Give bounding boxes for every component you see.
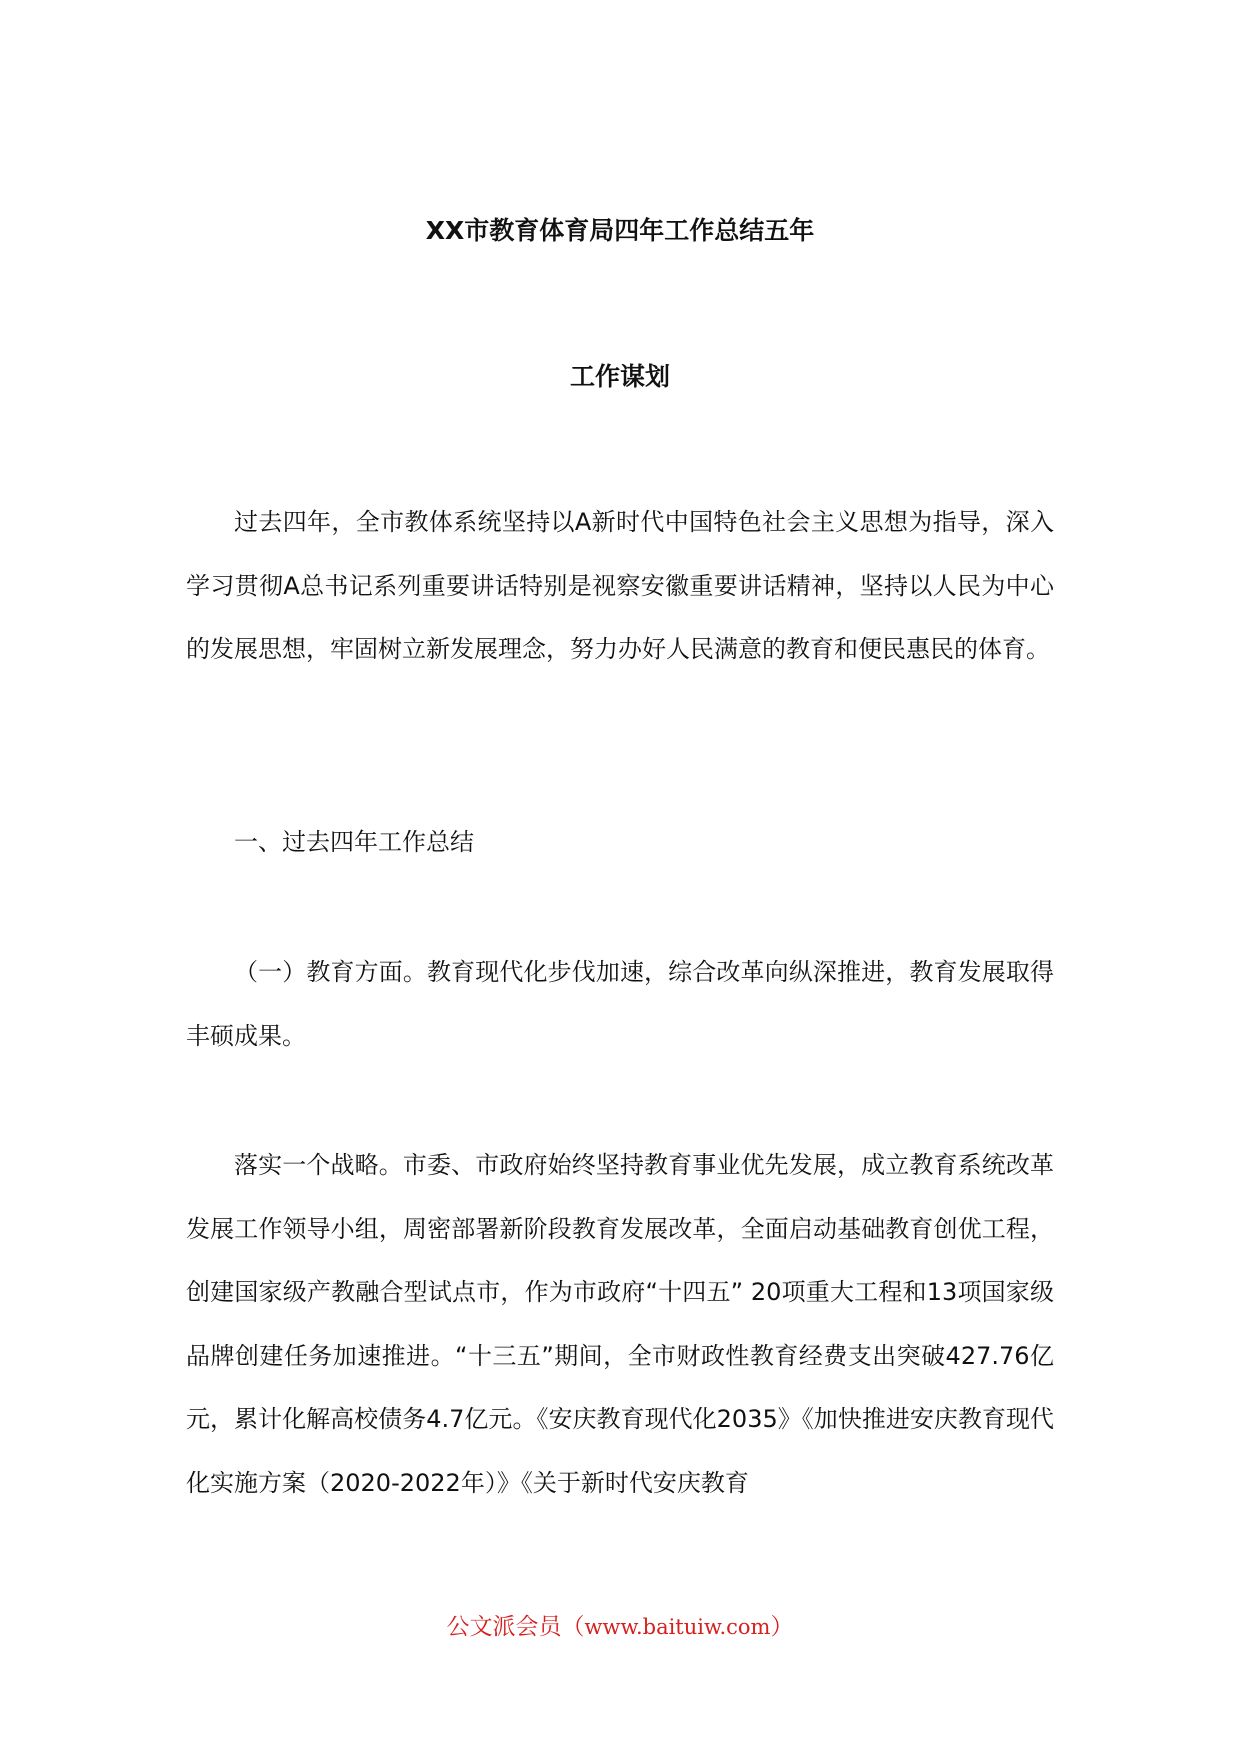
document-title-line-1: XX市教育体育局四年工作总结五年	[425, 216, 815, 245]
footer-watermark	[0, 1612, 1240, 1642]
document-title-line-2: 工作谋划	[569, 362, 670, 391]
intro-paragraph: 过去四年，全市教体系统坚持以A新时代中国特色社会主义思想为指导，深入学习贯彻A总书记系列重要讲话特别是视察安徽重要讲话精神，坚持以人民为中心的发展思想，牢固树立新发展理念，努力办好人民满意的教育和便民惠民的体育。	[186, 508, 1054, 663]
section-heading: 一、过去四年工作总结	[234, 828, 474, 856]
footer-open-paren: （	[561, 1614, 585, 1640]
footer-url-link[interactable]: www.baituiw.com	[584, 1615, 771, 1639]
footer-close-paren: ）	[770, 1614, 794, 1640]
footer-brand: 公文派会员	[446, 1614, 562, 1640]
subsection-paragraph: （一）教育方面。教育现代化步伐加速，综合改革向纵深推进，教育发展取得丰硕成果。	[186, 958, 1054, 1050]
body-paragraph: 落实一个战略。市委、市政府始终坚持教育事业优先发展，成立教育系统改革发展工作领导小组，周密部署新阶段教育发展改革，全面启动基础教育创优工程，创建国家级产教融合型试点市，作为市政府“十四五” 20项重大工程和13项国家级品牌创建任务加速推进。“十三五”期间，全市财政性教育经费支出突破427.76亿元，累计化解高校债务4.7亿元。《安庆教育现代化2035》《加快推进安庆教育现代化实施方案（2020-2022年）》《关于新时代安庆教育	[186, 1151, 1054, 1497]
